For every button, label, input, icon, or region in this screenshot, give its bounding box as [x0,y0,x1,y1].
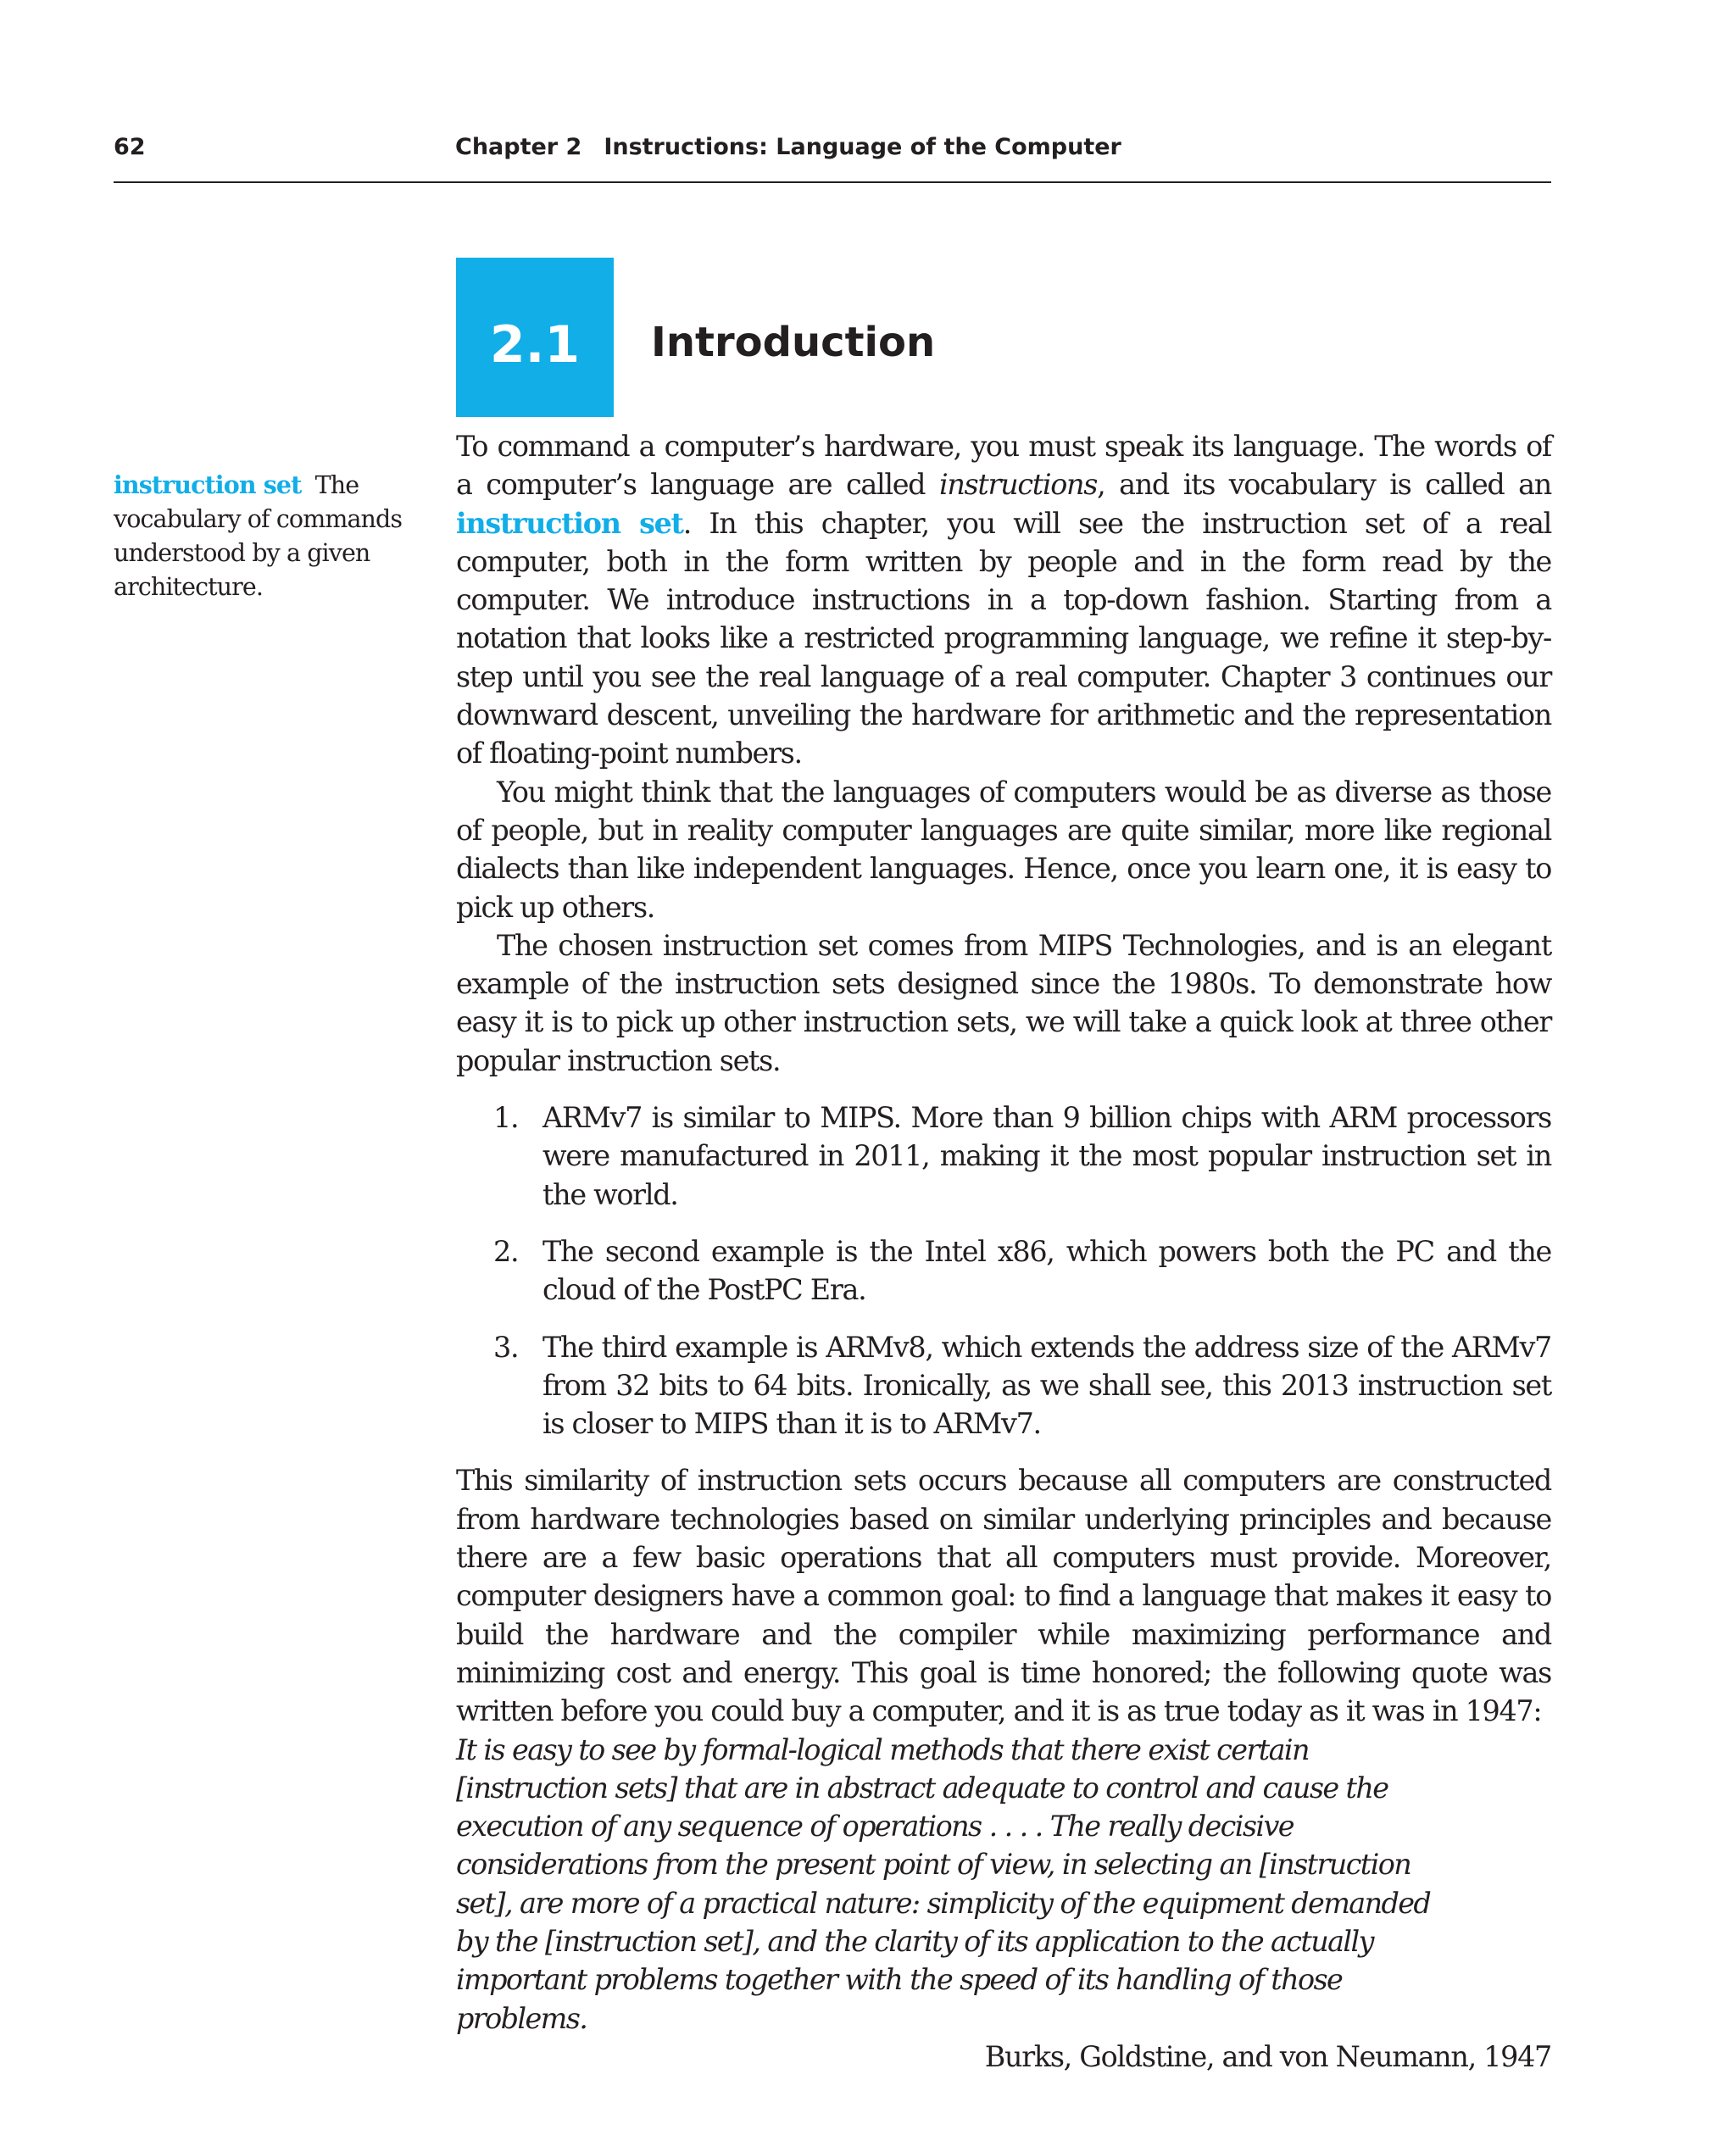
block-quote: It is easy to see by formal-logical methods that there exist certain [instruction sets] that are in abstract adequate to control and cause the execution of any sequence of operations . . . . The really decisive considerations from the present point of view, in selecting an [instruction set], are more of a practical nature: simplicity of the equipment demanded by the [instruction set], and the clarity of its application to the actually important problems together with the speed of its handling of those problems. [456,1732,1431,2035]
list-number: 1. [493,1101,519,1135]
section-title: Introduction [651,319,936,366]
running-header [114,134,1551,183]
section-number-badge: 2.1 [456,258,614,417]
chapter-heading [455,134,1121,160]
glossary-term-link[interactable]: instruction set [456,506,683,540]
margin-term: instruction set [114,470,302,499]
chapter-title: Instructions: Language of the Computer [604,134,1121,160]
page-number: 62 [114,134,146,160]
list-item [456,1232,1551,1310]
list-item-text: ARMv7 is similar to MIPS. More than 9 billion chips with ARM processors were manufactured in 2011, making it the most popular instruction set in the world. [542,1101,1551,1211]
numbered-list [456,1098,1551,1443]
quote-attribution: Burks, Goldstine, and von Neumann, 1947 [984,2039,1551,2073]
list-item [456,1328,1551,1443]
list-number: 2. [493,1234,519,1268]
paragraph-2: You might think that the languages of computers would be as diverse as those of people, but in reality computer languages are quite similar, more like regional dialects than like independent languages. Hence, once you learn one, it is easy to pick up others. [456,775,1551,924]
list-item-text: The third example is ARMv8, which extends the address size of the ARMv7 from 32 bits to 64 bits. Ironically, as we shall see, this 2013 instruction set is closer to MIPS than it is to ARMv7. [542,1330,1551,1441]
p1-text-b: , and its vocabulary is called an [1097,468,1551,502]
paragraph-4: This similarity of instruction sets occurs because all computers are constructed from hardware technologies based on similar underlying principles and because there are a few basic operations that all computers must provide. Moreover, computer designers have a common goal: to find a language that makes it easy to build the hardware and the compiler while maximizing performance and minimizing cost and energy. This goal is time honored; the following quote was written before you could buy a computer, and it is as true today as it was in 1947: [456,1464,1551,1728]
chapter-label: Chapter 2 [455,134,582,160]
paragraph-1 [456,427,1551,773]
list-item-text: The second example is the Intel x86, which powers both the PC and the cloud of the PostPC Era. [542,1234,1551,1307]
list-number: 3. [493,1330,519,1364]
paragraph-3: The chosen instruction set comes from MIPS Technologies, and is an elegant example of the instruction sets designed since the 1980s. To demonstrate how easy it is to pick up other instruction sets, we will take a quick look at three other popular instruction sets. [456,928,1551,1077]
main-text [456,427,1551,2076]
margin-definition [114,468,419,604]
list-item [456,1098,1551,1214]
p1-text-a: To command a computer’s hardware, you must speak its language. The words of a computer’s language are called [456,430,1551,502]
p1-text-c: . In this chapter, you will see the instruction set of a real computer, both in the form written by people and in the form read by the computer. We introduce instructions in a top-down fashion. Starting from a notation that looks like a restricted programming language, we refine it step-by-step until you see the real language of a real computer. Chapter 3 continues our downward descent, unveiling the hardware for arithmetic and the representation of floating-point numbers. [456,506,1551,770]
p1-emphasis: instructions [938,468,1098,502]
margin-definition-text: The vocabulary of commands understood by a given architecture. [114,471,403,601]
